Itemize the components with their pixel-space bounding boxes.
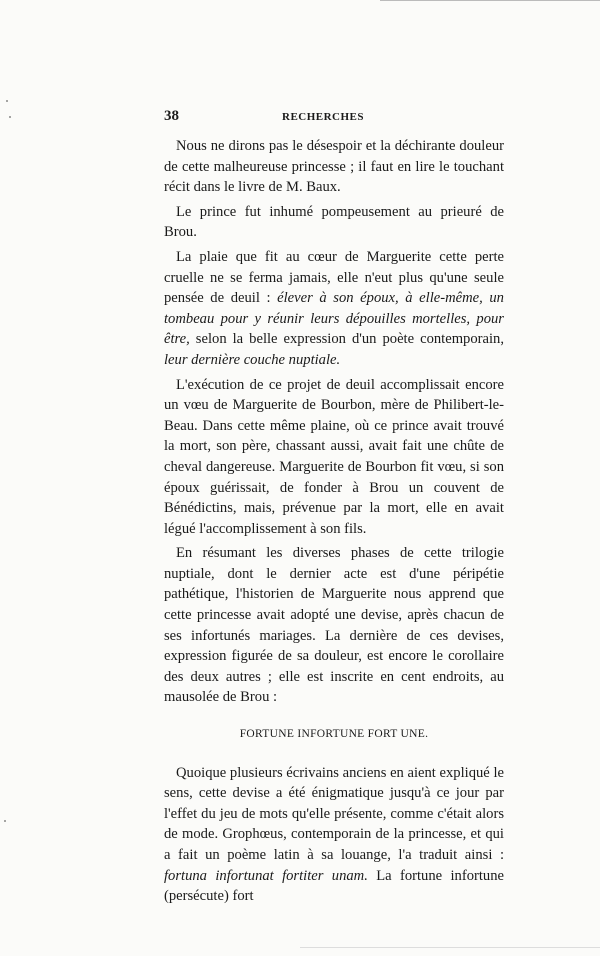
paragraph (164, 763, 504, 907)
text-run: Le prince fut inhumé pompeusement au prieuré de Brou. (164, 203, 504, 241)
paragraph (164, 136, 504, 198)
text-run: selon la belle expression d'un poète contemporain, (189, 331, 504, 348)
body-text (164, 136, 504, 907)
text-run: Quoique plusieurs écrivains anciens en aient expliqué le sens, cette devise a été énigmatique jusqu'à ce jour par l'effet du jeu de mots qu'elle présente, comme c'était alors de mode. Grophœus, contemporain de la princesse, et qui a fait un poème latin à sa louange, l'a traduit ainsi : (164, 764, 504, 863)
scan-edge-line (300, 947, 600, 948)
text-run: L'exécution de ce projet de deuil accomplissait encore un vœu de Marguerite de Bourbon, mère de Philibert-le-Beau. Dans cette même plaine, où ce prince avait trouvé la mort, son père, chassant aussi, avait fait une chûte de cheval dangereuse. Marguerite de Bourbon fit vœu, si son époux guérissait, de fonder à Brou un couvent de Bénédictins, mais, prévenue par la mort, elle en avait légué l'accomplissement à son fils. (164, 376, 504, 537)
scan-speck (4, 820, 6, 822)
text-run: En résumant les diverses phases de cette trilogie nuptiale, dont le dernier acte est d'une péripétie pathétique, l'historien de Marguerite nous apprend que cette princesse avait adopté une devise, après chacun de ses infortunés mariages. La dernière de ces devises, expression figurée de sa douleur, est encore le corollaire des deux autres ; elle est inscrite en cent endroits, au mausolée de Brou : (164, 545, 504, 706)
page-header (164, 108, 504, 128)
page-number: 38 (164, 108, 179, 124)
paragraph (164, 247, 504, 371)
italic-text: fortuna infortunat fortiter unam. (164, 867, 368, 884)
paragraph (164, 202, 504, 243)
scan-speck (6, 100, 8, 102)
italic-text: élever à son époux, à elle-même, un tombeau pour y réunir leurs dépouilles mortelles, pour être, (164, 290, 504, 348)
motto: FORTUNE INFORTUNE FORT UNE. (239, 728, 429, 741)
italic-text: leur dernière couche nuptiale. (164, 351, 341, 368)
paragraph (164, 543, 504, 708)
paragraph (164, 375, 504, 540)
scan-edge-line (380, 0, 600, 1)
scan-speck (9, 116, 11, 118)
running-head: RECHERCHES (282, 111, 365, 123)
text-run: La plaie que fit au cœur de Marguerite cette perte cruelle ne se ferma jamais, elle n'eut plus qu'une seule pensée de deuil : (164, 248, 504, 307)
text-run: Nous ne dirons pas le désespoir et la déchirante douleur de cette malheureuse princesse ; il faut en lire le touchant récit dans le livre de M. Baux. (164, 138, 504, 196)
text-run: La fortune infortune (persécute) fort (164, 867, 504, 905)
